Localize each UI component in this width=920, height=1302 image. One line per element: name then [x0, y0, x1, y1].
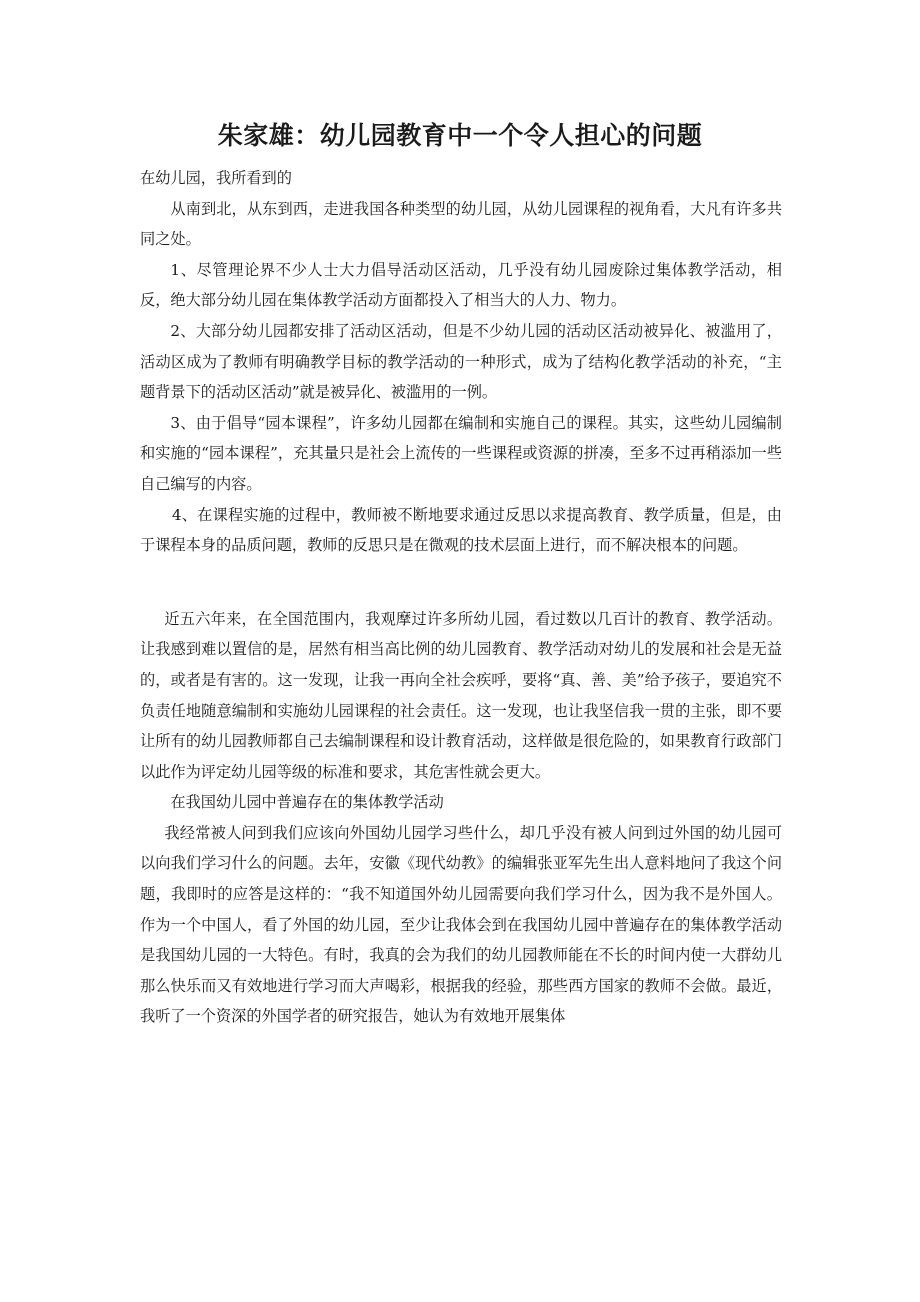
paragraph-foreign-comparison: 我经常被人问到我们应该向外国幼儿园学习些什么，却几乎没有被人问到过外国的幼儿园可以向我们学习什么的问题。去年，安徽《现代幼教》的编辑张亚军先生出人意料地问了我这个问题，我即时的应答是这样的：“我不知道国外幼儿园需要向我们学习什么，因为我不是外国人。作为一个中国人，看了外国的幼儿园，至少让我体会到在我国幼儿园中普遍存在的集体教学活动是我国幼儿园的一大特色。有时，我真的会为我们的幼儿园教师能在不长的时间内使一大群幼儿那么快乐而又有效地进行学习而大声喝彩，根据我的经验，那些西方国家的教师不会做。最近，我听了一个资深的外国学者的研究报告，她认为有效地开展集体	[140, 823, 782, 1026]
paragraph-point-2: 2、大部分幼儿园都安排了活动区活动，但是不少幼儿园的活动区活动被异化、被滥用了，活动区成为了教师有明确教学目标的教学活动的一种形式，成为了结构化教学活动的补充，“主题背景下的活动区活动”就是被异化、被滥用的一例。	[140, 321, 782, 402]
paragraph-point-1: 1、尽管理论界不少人士大力倡导活动区活动，几乎没有幼儿园废除过集体教学活动，相反，绝大部分幼儿园在集体教学活动方面都投入了相当大的人力、物力。	[140, 260, 782, 310]
blank-line	[140, 561, 782, 604]
paragraph-observations: 近五六年来，在全国范围内，我观摩过许多所幼儿园，看过数以几百计的教育、教学活动。让我感到难以置信的是，居然有相当高比例的幼儿园教育、教学活动对幼儿的发展和社会是无益的，或者是有害的。这一发现，让我一再向全社会疾呼，要将“真、善、美”给予孩子，要追究不负责任地随意编制和实施幼儿园课程的社会责任。这一发现，也让我坚信我一贯的主张，即不要让所有的幼儿园教师都自己去编制课程和设计教育活动，这样做是很危险的，如果教育行政部门以此作为评定幼儿园等级的标准和要求，其危害性就会更大。	[140, 609, 782, 781]
document-title: 朱家雄：幼儿园教育中一个令人担心的问题	[217, 121, 703, 150]
document-body	[140, 163, 782, 1032]
paragraph-point-3: 3、由于倡导“园本课程”，许多幼儿园都在编制和实施自己的课程。其实，这些幼儿园编制和实施的“园本课程”，充其量只是社会上流传的一些课程或资源的拼凑，至多不过再稍添加一些自己编写的内容。	[140, 413, 782, 493]
section-heading-observed: 在幼儿园，我所看到的	[140, 169, 292, 187]
section-heading-collective-teaching: 在我国幼儿园中普遍存在的集体教学活动	[170, 793, 444, 812]
paragraph-point-4: 4、在课程实施的过程中，教师被不断地要求通过反思以求提高教育、教学质量，但是，由于课程本身的品质问题，教师的反思只是在微观的技术层面上进行，而不解决根本的问题。	[140, 505, 782, 555]
paragraph-intro: 从南到北，从东到西，走进我国各种类型的幼儿园，从幼儿园课程的视角看，大凡有许多共同之处。	[140, 199, 782, 249]
